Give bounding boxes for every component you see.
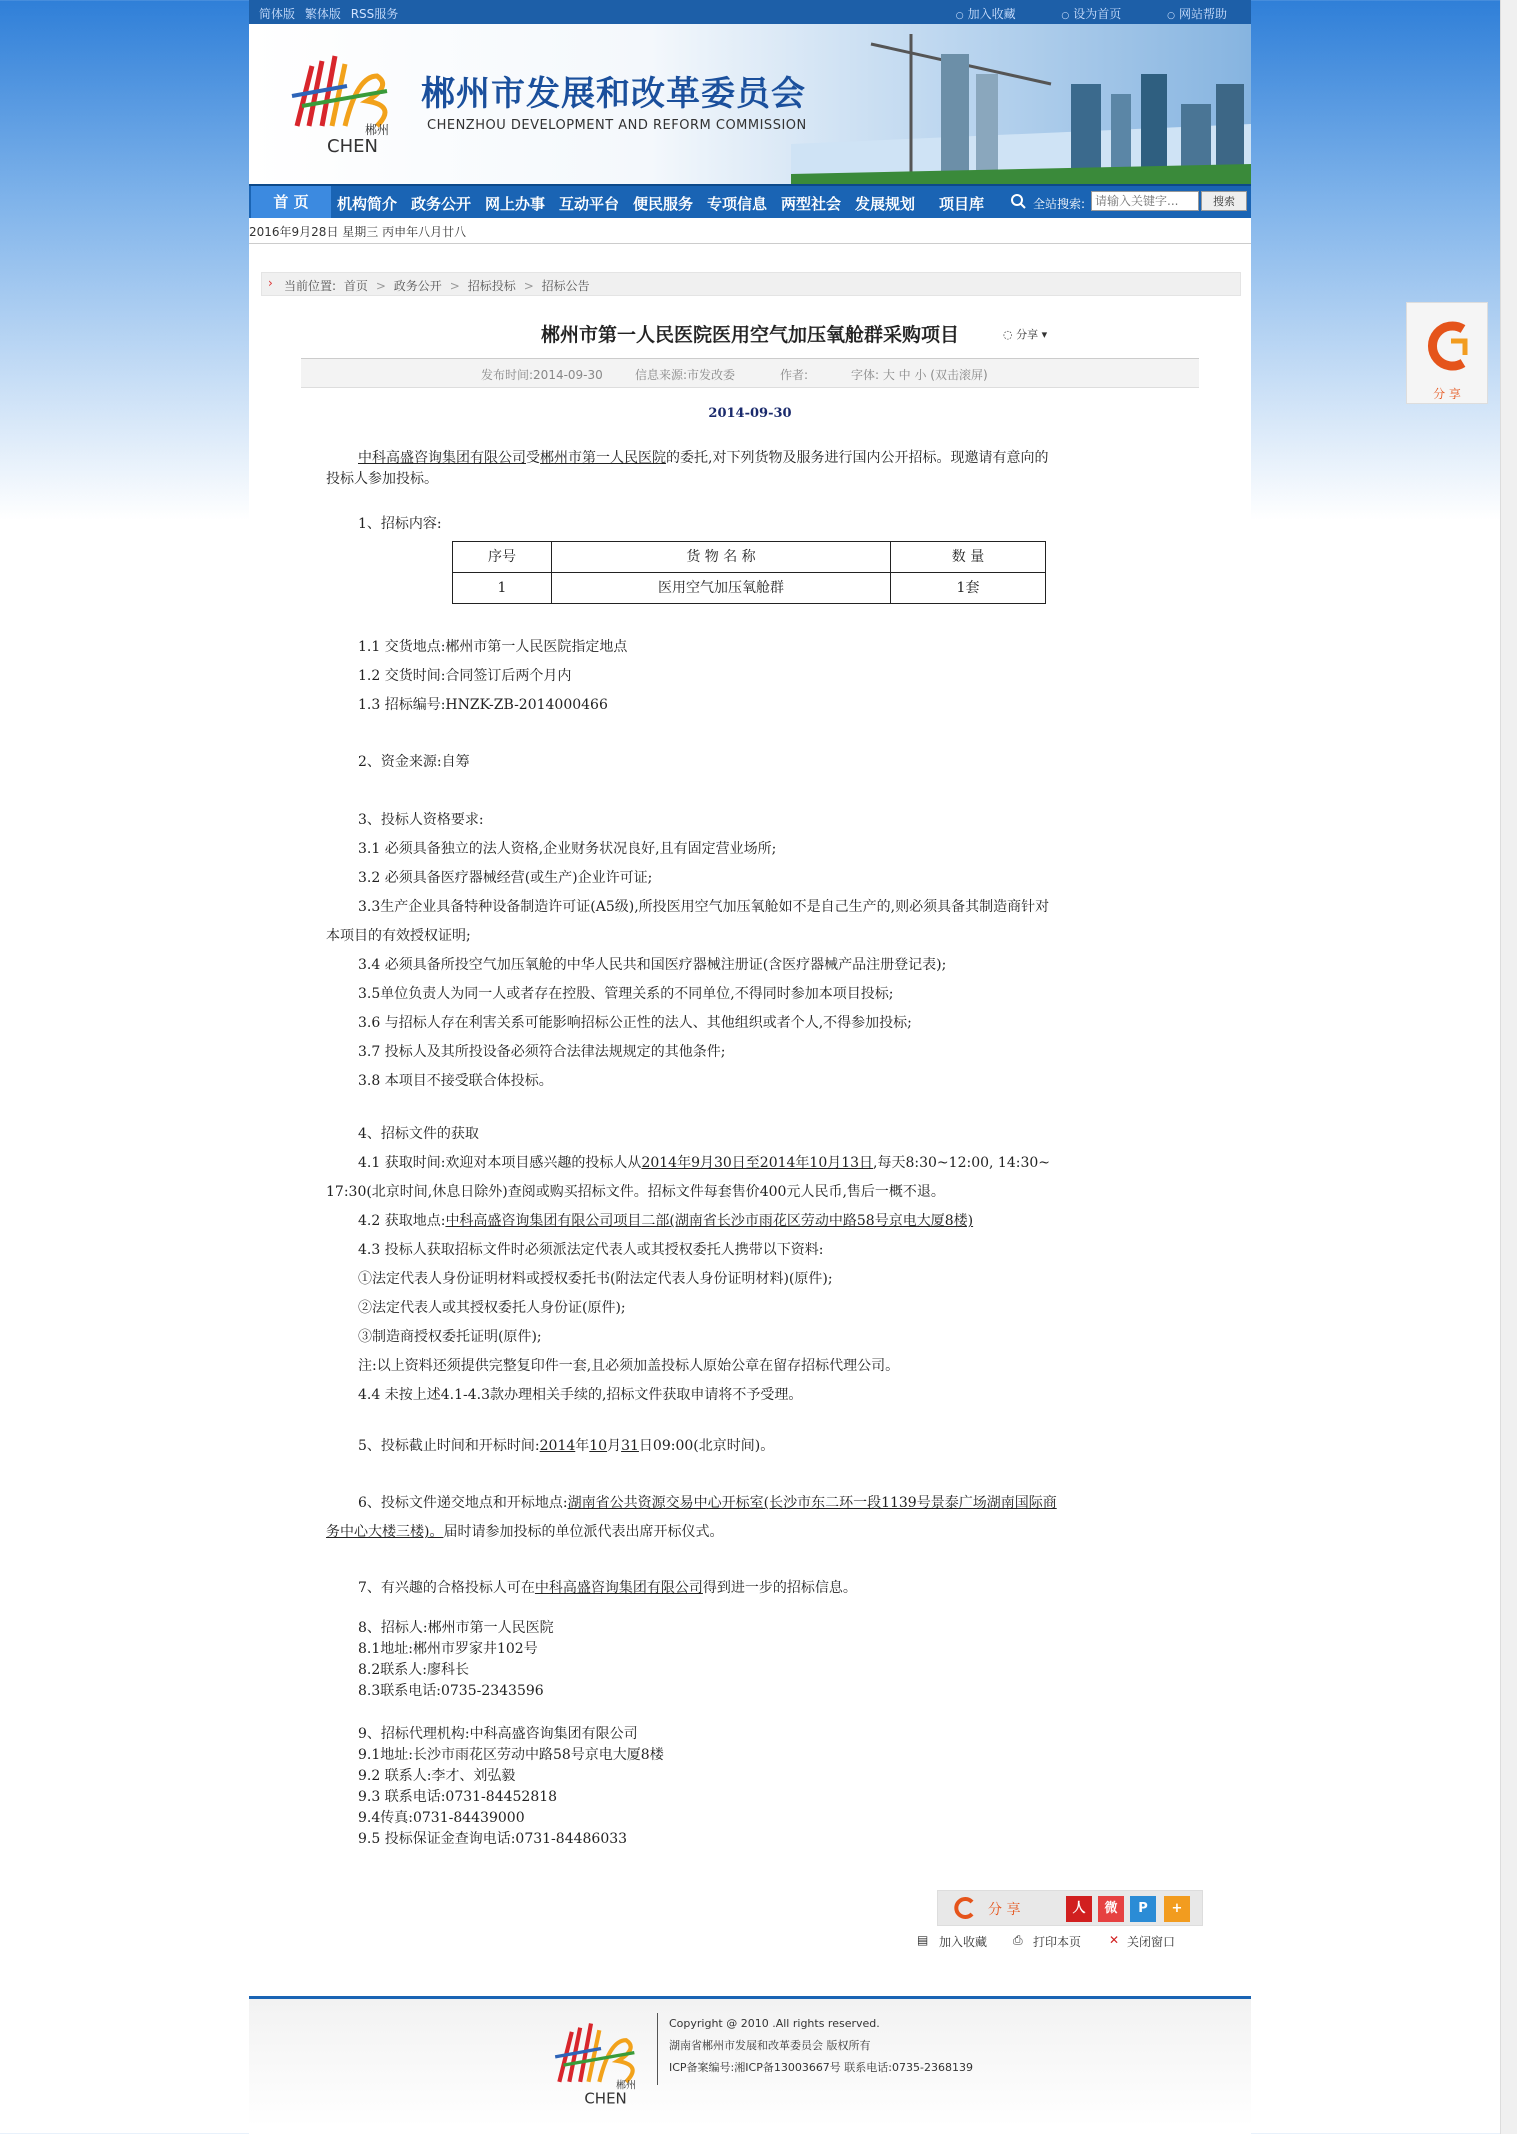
share-bar — [937, 1890, 1203, 1926]
page-container — [249, 0, 1251, 2134]
top-bar — [249, 0, 1251, 24]
search-label: 全站搜索: — [1033, 197, 1086, 211]
intro-text: 受 — [526, 450, 540, 466]
address-link[interactable]: 中科高盛咨询集团有限公司项目二部(湖南省长沙市雨花区劳动中路58号京电大厦8楼) — [445, 1213, 974, 1229]
section-7-heading — [326, 1578, 857, 1599]
text: ,每天8:30~12:00, 14:30~ — [873, 1155, 1050, 1171]
add-favorite-button[interactable]: 加入收藏 — [939, 1935, 988, 1949]
paragraph: 4.4 未按上述4.1-4.3款办理相关手续的,招标文件获取申请将不予受理。 — [358, 1387, 803, 1403]
scrollbar[interactable] — [1500, 0, 1517, 2134]
paragraph: 8.3联系电话:0735-2343596 — [358, 1683, 544, 1699]
nav-item-public-affairs[interactable]: 政务公开 — [411, 195, 472, 213]
paragraph: 1.1 交货地点:郴州市第一人民医院指定地点 — [358, 639, 628, 655]
text: 得到进一步的招标信息。 — [702, 1580, 857, 1596]
table-header-cell: 货 物 名 称 — [552, 542, 891, 573]
section-9-heading: 9、招标代理机构:中科高盛咨询集团有限公司 — [358, 1726, 638, 1742]
agency-link[interactable]: 中科高盛咨询集团有限公司 — [358, 450, 526, 466]
breadcrumb-item-public[interactable]: 政务公开 — [393, 279, 442, 293]
breadcrumb-item-bidding[interactable]: 招标投标 — [467, 279, 516, 293]
paragraph: ③制造商授权委托证明(原件); — [358, 1329, 542, 1345]
footer-divider — [657, 2013, 658, 2085]
paragraph: 8.1地址:郴州市罗家井102号 — [358, 1641, 538, 1657]
deadline-month: 10 — [589, 1438, 608, 1454]
top-links-left — [259, 5, 404, 22]
search-icon — [1009, 192, 1027, 210]
city-skyline-icon — [791, 24, 1251, 184]
nav-item-about[interactable]: 机构简介 — [337, 195, 398, 213]
link-rss[interactable]: RSS服务 — [350, 7, 399, 21]
paragraph: 9.2 联系人:李才、刘弘毅 — [358, 1768, 516, 1784]
paragraph — [326, 1211, 973, 1232]
paragraph: 3.3生产企业具备特种设备制造许可证(A5级),所投医用空气加压氧舱如不是自己生产的,则必须具备其制造商针对 — [358, 899, 1050, 915]
hospital-link[interactable]: 郴州市第一人民医院 — [540, 450, 666, 466]
site-title: 郴州市发展和改革委员会 — [421, 74, 806, 114]
table-header-cell: 序号 — [453, 542, 552, 573]
section-4-heading: 4、招标文件的获取 — [358, 1126, 479, 1142]
search-input[interactable] — [1091, 191, 1199, 211]
floating-share-button[interactable] — [1406, 302, 1488, 404]
paragraph: 3.1 必须具备独立的法人资格,企业财务状况良好,且有固定营业场所; — [358, 841, 777, 857]
current-date: 2016年9月28日 星期三 丙申年八月廿八 — [249, 225, 467, 239]
link-simplified[interactable]: 简体版 — [259, 7, 296, 21]
share-pengyou-icon[interactable]: P — [1130, 1896, 1156, 1922]
text: 6、投标文件递交地点和开标地点: — [358, 1495, 568, 1511]
date-range-link[interactable]: 2014年9月30日至2014年10月13日 — [641, 1155, 874, 1171]
share-logo-icon — [952, 1896, 976, 1920]
paragraph: ②法定代表人或其授权委托人身份证(原件); — [358, 1300, 626, 1316]
text: 日09:00(北京时间)。 — [638, 1438, 775, 1454]
paragraph: ①法定代表人身份证明材料或授权委托书(附法定代表人身份证明材料)(原件); — [358, 1271, 833, 1287]
article-meta — [301, 358, 1199, 388]
breadcrumb-item-home[interactable]: 首页 — [343, 279, 368, 293]
footer-logo-text-en: CHEN — [584, 2089, 627, 2108]
meta-author: 作者: — [780, 368, 809, 382]
article-title: 郴州市第一人民医院医用空气加压氧舱群采购项目 — [540, 324, 959, 346]
chenzhou-logo-icon — [287, 46, 407, 156]
section-6-heading — [326, 1493, 1057, 1514]
intro-line-2: 投标人参加投标。 — [326, 471, 438, 487]
nav-item-convenience[interactable]: 便民服务 — [633, 195, 694, 213]
paragraph: 17:30(北京时间,休息日除外)查阅或购买招标文件。招标文件每套售价400元人民币,售后一概不退。 — [326, 1184, 945, 1200]
venue-link-cont[interactable]: 务中心大楼三楼)。 — [326, 1524, 444, 1540]
nav-item-online-service[interactable]: 网上办事 — [485, 195, 546, 213]
section-8-heading: 8、招标人:郴州市第一人民医院 — [358, 1620, 554, 1636]
paragraph: 3.7 投标人及其所投设备必须符合法律法规规定的其他条件; — [358, 1044, 726, 1060]
items-table — [452, 541, 1046, 604]
site-subtitle: CHENZHOU DEVELOPMENT AND REFORM COMMISSION — [427, 118, 807, 133]
paragraph: 9.4传真:0731-84439000 — [358, 1810, 525, 1826]
nav-item-special[interactable]: 专项信息 — [707, 195, 768, 213]
table-header-row — [453, 542, 1046, 573]
paragraph — [326, 1153, 1050, 1174]
link-traditional[interactable]: 繁体版 — [304, 7, 341, 21]
paragraph: 9.5 投标保证金查询电话:0731-84486033 — [358, 1831, 628, 1847]
floating-share-icon — [1421, 311, 1473, 381]
venue-link[interactable]: 湖南省公共资源交易中心开标室(长沙市东二环一段1139号景泰广场湖南国际商 — [567, 1495, 1057, 1511]
paragraph: 8.2联系人:廖科长 — [358, 1662, 469, 1678]
footer-owner: 湖南省郴州市发展和改革委员会 版权所有 — [669, 2039, 871, 2052]
footer-icp: ICP备案编号:湘ICP备13003667号 联系电话:0735-2368139 — [669, 2061, 973, 2074]
table-row — [453, 573, 1046, 604]
nav-item-two-type[interactable]: 两型社会 — [781, 195, 842, 213]
top-links-right — [914, 5, 1227, 22]
fav-icon: ▤ — [917, 1933, 929, 1947]
close-window-button[interactable]: 关闭窗口 — [1127, 1935, 1176, 1949]
link-add-favorite[interactable]: ○ 加入收藏 — [956, 7, 1016, 21]
section-5-heading — [326, 1436, 774, 1457]
chevron-down-icon: ▾ — [1041, 328, 1048, 341]
logo-text-cn: 郴州 — [365, 123, 390, 137]
deadline-day: 31 — [621, 1438, 639, 1454]
share-mini-button[interactable] — [1003, 326, 1047, 342]
text: 4.1 获取时间:欢迎对本项目感兴趣的投标人从 — [358, 1155, 642, 1171]
meta-font-size[interactable]: 字体: 大 中 小 (双击滚屏) — [851, 368, 988, 382]
paragraph — [326, 1522, 723, 1543]
share-bar-label: 分 享 — [988, 1902, 1021, 1918]
nav-item-interaction[interactable]: 互动平台 — [559, 195, 620, 213]
footer — [249, 1996, 1251, 2127]
share-more-icon[interactable]: + — [1164, 1896, 1190, 1922]
intro-line-1 — [326, 448, 1048, 469]
agency-link-2[interactable]: 中科高盛咨询集团有限公司 — [534, 1580, 703, 1596]
breadcrumb-item-notice[interactable]: 招标公告 — [541, 279, 590, 293]
meta-published: 发布时间:2014-09-30 — [481, 368, 603, 382]
text: 7、有兴趣的合格投标人可在 — [358, 1580, 535, 1596]
text: 届时请参加投标的单位派代表出席开标仪式。 — [443, 1524, 724, 1540]
floating-share-label: 分 享 — [1433, 387, 1461, 401]
logo-text-en: CHEN — [327, 136, 378, 156]
text: 月 — [607, 1438, 622, 1454]
share-mini-label: 分享 — [1016, 328, 1039, 341]
table-cell: 医用空气加压氧舱群 — [552, 573, 891, 604]
close-icon: ✕ — [1109, 1933, 1120, 1947]
print-button[interactable]: 打印本页 — [1033, 1935, 1082, 1949]
text: 年 — [575, 1438, 590, 1454]
paragraph: 9.3 联系电话:0731-84452818 — [358, 1789, 558, 1805]
meta-source: 信息来源:市发改委 — [635, 368, 736, 382]
link-site-help[interactable]: ○ 网站帮助 — [1167, 7, 1227, 21]
paragraph: 9.1地址:长沙市雨花区劳动中路58号京电大厦8楼 — [358, 1747, 664, 1763]
paragraph: 3.8 本项目不接受联合体投标。 — [358, 1073, 553, 1089]
footer-logo-icon — [551, 2011, 651, 2111]
paragraph: 3.2 必须具备医疗器械经营(或生产)企业许可证; — [358, 870, 653, 886]
footer-text — [669, 2013, 973, 2079]
nav-item-projects[interactable]: 项目库 — [939, 195, 985, 213]
search-button[interactable]: 搜索 — [1201, 191, 1247, 211]
share-weibo-icon[interactable]: 微 — [1098, 1896, 1124, 1922]
text: 5、投标截止时间和开标时间: — [358, 1438, 540, 1454]
paragraph: 4.3 投标人获取招标文件时必须派法定代表人或其授权委托人携带以下资料: — [358, 1242, 824, 1258]
section-3-heading: 3、投标人资格要求: — [358, 812, 484, 828]
share-mini-icon: ◌ — [1003, 328, 1013, 341]
paragraph: 注:以上资料还须提供完整复印件一套,且必须加盖投标人原始公章在留存招标代理公司。 — [358, 1358, 900, 1374]
intro-text-2: 的委托,对下列货物及服务进行国内公开招标。现邀请有意向的 — [666, 450, 1049, 466]
site-banner — [249, 24, 1251, 184]
breadcrumb-label: 当前位置: — [284, 279, 337, 293]
article-date: 2014-09-30 — [708, 406, 792, 421]
table-cell: 1套 — [891, 573, 1046, 604]
paragraph: 3.4 必须具备所投空气加压氧舱的中华人民共和国医疗器械注册证(含医疗器械产品注册登记表); — [358, 957, 947, 973]
main-nav — [249, 184, 1251, 218]
print-icon: ⎙ — [1013, 1933, 1023, 1947]
paragraph: 1.2 交货时间:合同签订后两个月内 — [358, 668, 572, 684]
paragraph: 1.3 招标编号:HNZK-ZB-2014000466 — [358, 697, 608, 713]
breadcrumb-arrow-icon: › — [268, 276, 273, 290]
nav-home[interactable]: 首 页 — [251, 186, 331, 218]
breadcrumb-text: 当前位置: 首页 > 政务公开 > 招标投标 > 招标公告 — [284, 279, 590, 293]
share-renren-icon[interactable]: 人 — [1066, 1896, 1092, 1922]
link-set-homepage[interactable]: ○ 设为首页 — [1061, 7, 1121, 21]
nav-item-planning[interactable]: 发展规划 — [855, 195, 916, 213]
text: 4.2 获取地点: — [358, 1213, 446, 1229]
footer-copyright: Copyright @ 2010 .All rights reserved. — [669, 2017, 880, 2030]
footer-logo-text-cn: 郴州 — [616, 2080, 636, 2092]
breadcrumb — [261, 272, 1241, 296]
paragraph: 3.5单位负责人为同一人或者存在控股、管理关系的不同单位,不得同时参加本项目投标; — [358, 986, 894, 1002]
deadline-year: 2014 — [539, 1438, 576, 1454]
section-1-heading: 1、招标内容: — [358, 516, 442, 532]
table-header-cell: 数 量 — [891, 542, 1046, 573]
date-bar — [249, 219, 1251, 244]
paragraph: 本项目的有效授权证明; — [326, 928, 471, 944]
section-2-heading: 2、资金来源:自筹 — [358, 754, 470, 770]
table-cell: 1 — [453, 573, 552, 604]
paragraph: 3.6 与招标人存在利害关系可能影响招标公正性的法人、其他组织或者个人,不得参加投标; — [358, 1015, 912, 1031]
